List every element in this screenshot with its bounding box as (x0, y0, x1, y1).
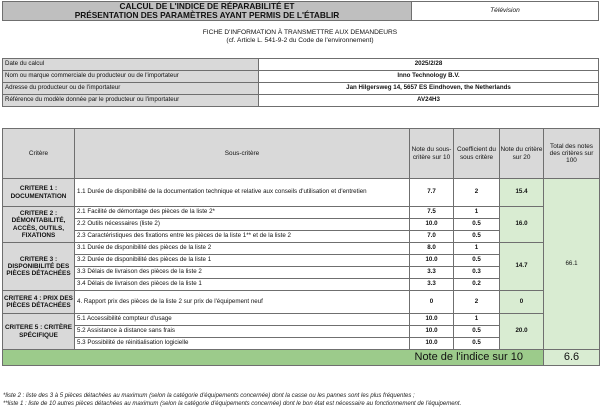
criterion-score: 20.0 (500, 314, 544, 350)
sub-criterion-note: 10.0 (410, 326, 454, 338)
criterion-name: CRITERE 1 : DOCUMENTATION (3, 179, 75, 207)
sub-criterion-label: 3.3 Délais de livraison des pièces de la liste 2 (75, 267, 410, 279)
sub-criterion-note: 0 (410, 291, 454, 314)
sub-criterion-coef: 0.5 (454, 338, 500, 350)
sub-criterion-note: 8.0 (410, 243, 454, 255)
sub-criterion-note: 3.3 (410, 279, 454, 291)
table-row (3, 179, 600, 207)
sub-criterion-note: 10.0 (410, 314, 454, 326)
info-row (3, 95, 599, 107)
criterion-name: CRITERE 4 : PRIX DES PIÈCES DÉTACHÉES (3, 291, 75, 314)
sub-criterion-label: 1.1 Durée de disponibilité de la documentation technique et relative aux conseils d'utilisation et d'entretien (75, 179, 410, 207)
info-value: 2025/2/28 (259, 59, 599, 71)
sub-criterion-coef: 2 (454, 179, 500, 207)
subtitle-line-1: FICHE D'INFORMATION À TRANSMETTRE AUX DEMANDEURS (202, 29, 398, 36)
sub-criterion-note: 10.0 (410, 338, 454, 350)
info-value: AV24H3 (259, 95, 599, 107)
sub-criterion-label: 3.4 Délais de livraison des pièces de la liste 1 (75, 279, 410, 291)
table-row (3, 207, 600, 219)
info-label: Référence du modèle donnée par le producteur ou l'importateur (3, 95, 259, 107)
info-table (2, 58, 599, 107)
criterion-score: 14.7 (500, 243, 544, 291)
sub-criterion-label: 5.2 Assistance à distance sans frais (75, 326, 410, 338)
sub-criterion-note: 10.0 (410, 219, 454, 231)
sub-criterion-coef: 1 (454, 243, 500, 255)
info-label: Adresse du producteur ou de l'importateur (3, 83, 259, 95)
sub-criterion-label: 5.1 Accessibilité compteur d'usage (75, 314, 410, 326)
info-value: Inno Technology B.V. (259, 71, 599, 83)
subtitle (0, 29, 600, 45)
info-row (3, 83, 599, 95)
sub-criterion-label: 3.2 Durée de disponibilité des pièces de la liste 1 (75, 255, 410, 267)
sub-criterion-coef: 0.5 (454, 231, 500, 243)
info-label: Nom ou marque commerciale du producteur ou de l'importateur (3, 71, 259, 83)
info-row (3, 71, 599, 83)
criterion-name: CRITERE 3 : DISPONIBILITÉ DES PIÈCES DÉTACHÉES (3, 243, 75, 291)
footnote-list-1: **liste 1 : liste de 10 autres pièces détachées au maximum (selon la catégorie d'équipements concernée) dont le bon état est nécessaire au fonctionnement de l'équipement. (3, 401, 462, 407)
table-row (3, 291, 600, 314)
title-line-1: CALCUL DE L'INDICE DE RÉPARABILITÉ ET (119, 1, 295, 11)
sub-criterion-coef: 0.5 (454, 219, 500, 231)
criterion-name: CRITERE 2 : DÉMONTABILITÉ, ACCÈS, OUTILS, FIXATIONS (3, 207, 75, 243)
sub-criterion-label: 4. Rapport prix des pièces de la liste 2 sur prix de l'équipement neuf (75, 291, 410, 314)
col-header-note-sous: Note du sous-critère sur 10 (410, 129, 454, 179)
sub-criterion-note: 7.7 (410, 179, 454, 207)
col-header-sous-critere: Sous-critère (75, 129, 410, 179)
table-row (3, 243, 600, 255)
sub-criterion-note: 7.5 (410, 207, 454, 219)
product-type: Télévision (412, 2, 599, 21)
summary-label: Note de l'indice sur 10 (3, 350, 544, 366)
subtitle-line-2: (cf. Article L. 541-9-2 du Code de l'environnement) (226, 37, 374, 44)
info-row (3, 59, 599, 71)
footnotes (3, 392, 600, 408)
sub-criterion-coef: 0.3 (454, 267, 500, 279)
sub-criterion-coef: 0.5 (454, 326, 500, 338)
sub-criterion-coef: 0.2 (454, 279, 500, 291)
sub-criterion-coef: 2 (454, 291, 500, 314)
sub-criterion-note: 3.3 (410, 267, 454, 279)
table-row (3, 314, 600, 326)
summary-row (3, 350, 600, 366)
sub-criterion-note: 10.0 (410, 255, 454, 267)
sub-criterion-coef: 0.5 (454, 255, 500, 267)
col-header-coef: Coefficient du sous critère (454, 129, 500, 179)
sub-criterion-label: 3.1 Durée de disponibilité des pièces de la liste 2 (75, 243, 410, 255)
info-value: Jan Hilgersweg 14, 5657 ES Eindhoven, the Netherlands (259, 83, 599, 95)
sub-criterion-coef: 1 (454, 314, 500, 326)
sub-criterion-label: 5.3 Possibilité de réinitialisation logicielle (75, 338, 410, 350)
page-title (3, 2, 412, 21)
footnote-list-2: *liste 2 : liste des 3 à 5 pièces détachées au maximum (selon la catégorie d'équipements concernée) dont la casse ou les pannes sont les plus fréquentes ; (3, 393, 415, 399)
summary-value: 6.6 (544, 350, 600, 366)
sub-criterion-note: 7.0 (410, 231, 454, 243)
header-table (2, 1, 599, 21)
title-line-2: PRÉSENTATION DES PARAMÈTRES AYANT PERMIS DE L'ÉTABLIR (74, 10, 340, 20)
col-header-critere: Critère (3, 129, 75, 179)
col-header-total: Total des notes des critères sur 100 (544, 129, 600, 179)
criterion-score: 16.0 (500, 207, 544, 243)
table-header-row (3, 129, 600, 179)
score-table (2, 128, 600, 366)
info-label: Date du calcul (3, 59, 259, 71)
criterion-name: CRITERE 5 : CRITÈRE SPÉCIFIQUE (3, 314, 75, 350)
col-header-note-critere: Note du critère sur 20 (500, 129, 544, 179)
sub-criterion-label: 2.3 Caractéristiques des fixations entre les pièces de la liste 1** et de la liste 2 (75, 231, 410, 243)
total-score: 66.1 (544, 179, 600, 350)
sub-criterion-coef: 1 (454, 207, 500, 219)
criterion-score: 15.4 (500, 179, 544, 207)
criterion-score: 0 (500, 291, 544, 314)
sub-criterion-label: 2.2 Outils nécessaires (liste 2) (75, 219, 410, 231)
sub-criterion-label: 2.1 Facilité de démontage des pièces de la liste 2* (75, 207, 410, 219)
